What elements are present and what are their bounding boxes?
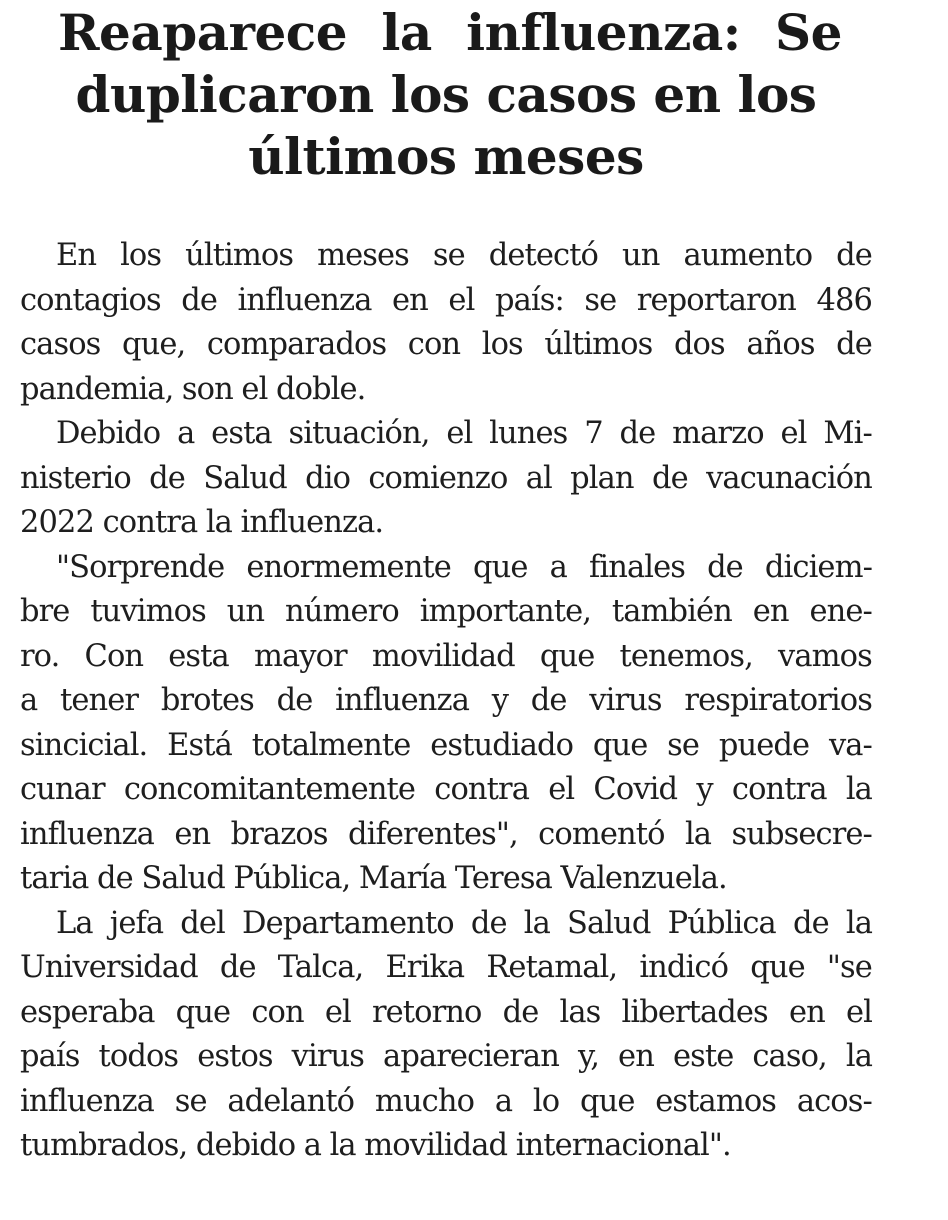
word: pandemia, (20, 371, 174, 407)
word: Teresa (454, 861, 552, 896)
word: Está (167, 727, 232, 763)
word: el (446, 416, 473, 451)
word: situación, (288, 416, 430, 451)
word: también (611, 594, 732, 629)
word: Valenzuela. (560, 861, 727, 896)
word: subsecre- (731, 816, 872, 852)
word: país (20, 1039, 80, 1074)
text-line (20, 323, 872, 368)
word: el (845, 994, 872, 1030)
word: Salud (203, 460, 287, 496)
word: diferentes", (348, 816, 518, 852)
word: la (684, 816, 712, 852)
word: acos- (796, 1083, 872, 1119)
word: de (276, 683, 313, 718)
article-paragraph (20, 902, 872, 1169)
word: Salud (141, 861, 225, 896)
word: aumento (683, 238, 813, 273)
word: tuvimos (90, 594, 206, 629)
word: en (392, 282, 428, 318)
word: que (175, 994, 231, 1030)
article-paragraph (20, 412, 872, 546)
headline-word: la (381, 3, 432, 62)
word: esta (211, 416, 272, 451)
word: esta (168, 638, 229, 674)
word: la (845, 905, 872, 941)
word: se (174, 1083, 207, 1119)
word: contra (731, 772, 827, 807)
word: bre (20, 594, 70, 629)
word: Talca, (277, 950, 364, 985)
text-line (20, 546, 872, 591)
word: influenza (20, 1083, 154, 1119)
word: 2022 (20, 505, 95, 540)
word: detectó (488, 238, 599, 273)
word: de (836, 238, 872, 273)
word: ene- (809, 594, 872, 629)
word: libertades (621, 994, 768, 1030)
word: enormemente (246, 549, 451, 585)
word: que (579, 1083, 635, 1119)
word: influenza. (240, 505, 384, 540)
word: se (432, 238, 465, 273)
word: dio (305, 460, 351, 496)
headline-word: influenza: (466, 3, 741, 62)
text-line (20, 946, 872, 991)
text-line (20, 857, 872, 902)
article-paragraph (20, 234, 872, 412)
word: tumbrados, (20, 1128, 188, 1163)
word: a (303, 1128, 322, 1163)
word: casos (20, 327, 101, 362)
word: vacunación (706, 460, 872, 496)
word: influenza (20, 816, 154, 852)
word: retorno (371, 994, 482, 1030)
word: de (219, 950, 256, 985)
word: caso, (752, 1039, 827, 1074)
word: que (750, 950, 805, 985)
text-line (20, 724, 872, 769)
text-line (20, 1080, 872, 1125)
word: estos (197, 1039, 273, 1074)
word: 7 (584, 416, 603, 451)
text-line (20, 1124, 872, 1169)
word: Universidad (20, 950, 198, 985)
text-line (20, 457, 872, 502)
word: debido (195, 1128, 296, 1163)
text-line (20, 768, 872, 813)
word: de (149, 460, 185, 496)
word: años (746, 327, 815, 362)
word: virus (291, 1039, 365, 1074)
word: movilidad (371, 638, 515, 674)
word: Departamento (242, 905, 454, 941)
word: lunes (489, 416, 568, 451)
word: estudiado (430, 727, 574, 763)
text-line (20, 368, 872, 413)
word: el (324, 994, 351, 1030)
word: y, (577, 1039, 600, 1074)
word: de (97, 861, 133, 896)
word: del (180, 905, 225, 941)
word: y (696, 772, 713, 807)
text-line (20, 991, 872, 1036)
word: de (652, 460, 688, 496)
word: la (205, 505, 232, 540)
word: "Sorprende (56, 549, 225, 585)
text-line (20, 635, 872, 680)
word: mayor (253, 638, 347, 674)
text-line (20, 412, 872, 457)
headline-word: Reaparece (58, 3, 348, 62)
word: María (358, 861, 447, 896)
text-line (20, 234, 872, 279)
word: se (667, 727, 700, 763)
word: importante, (419, 594, 592, 629)
word: últimos (185, 238, 294, 273)
word: son (181, 371, 233, 407)
word: de (181, 282, 218, 318)
word: Con (84, 638, 144, 674)
word: jefa (109, 905, 164, 941)
word: indicó (639, 950, 729, 985)
word: meses (317, 238, 409, 273)
word: brazos (230, 816, 328, 852)
headline-line (20, 2, 872, 64)
word: de (502, 994, 539, 1030)
headline-line: últimos meses (248, 127, 644, 186)
word: dos (673, 327, 725, 362)
word: La (56, 905, 93, 941)
word: con (251, 994, 304, 1030)
word: que (592, 727, 648, 763)
word: Mi- (823, 416, 872, 451)
word: de (707, 549, 743, 585)
word: va- (828, 727, 872, 763)
word: en (618, 1039, 654, 1074)
word: y (491, 683, 509, 718)
word: esperaba (20, 994, 155, 1030)
word: internacional". (515, 1128, 731, 1163)
word: comienzo (368, 460, 508, 496)
word: de (470, 905, 507, 941)
word: comentó (538, 816, 665, 852)
article-body (20, 234, 872, 1169)
text-line (20, 813, 872, 858)
word: Pública (667, 905, 776, 941)
text-line (20, 902, 872, 947)
word: a (549, 549, 567, 585)
word: contra (434, 772, 529, 807)
word: con (407, 327, 461, 362)
word: un (621, 238, 660, 273)
word: que, (121, 327, 186, 362)
word: Salud (567, 905, 651, 941)
word: a (20, 683, 38, 718)
word: a (177, 416, 195, 451)
word: el (780, 416, 807, 451)
word: "se (826, 950, 872, 985)
word: contagios (20, 282, 161, 318)
word: últimos (544, 327, 653, 362)
word: que (539, 638, 595, 674)
word: influenza (237, 282, 372, 318)
word: nisterio (20, 460, 131, 496)
word: de (836, 327, 872, 362)
word: tener (60, 683, 139, 718)
word: a (494, 1083, 513, 1119)
word: número (285, 594, 399, 629)
word: la (845, 1039, 872, 1074)
word: plan (570, 460, 634, 496)
word: diciem- (764, 549, 872, 585)
word: puede (718, 727, 810, 763)
word: totalmente (251, 727, 411, 763)
word: cunar (20, 772, 105, 807)
word: reportaron (636, 282, 796, 318)
word: ro. (20, 638, 60, 674)
word: la (845, 772, 872, 807)
article-paragraph (20, 546, 872, 902)
word: taria (20, 861, 89, 896)
word: respiratorios (684, 683, 872, 718)
word: contra (102, 505, 198, 540)
word: en (752, 594, 789, 629)
word: los (481, 327, 523, 362)
headline-line: duplicaron los casos en los (75, 65, 817, 124)
word: brotes (160, 683, 254, 718)
word: En (56, 238, 97, 273)
word: aparecieran (383, 1039, 559, 1074)
text-line (20, 1035, 872, 1080)
word: las (559, 994, 601, 1030)
word: sincicial. (20, 727, 148, 763)
word: Covid (593, 772, 678, 807)
word: país: (494, 282, 564, 318)
text-line (20, 279, 872, 324)
word: que (473, 549, 528, 585)
word: el (448, 282, 475, 318)
word: concomitantemente (123, 772, 416, 807)
word: marzo (672, 416, 764, 451)
word: 486 (816, 282, 872, 318)
word: Debido (56, 416, 161, 451)
headline-word: Se (775, 3, 842, 62)
word: finales (588, 549, 685, 585)
word: este (672, 1039, 734, 1074)
word: el (548, 772, 575, 807)
article-headline (20, 2, 872, 188)
word: influenza (335, 683, 470, 718)
word: estamos (655, 1083, 777, 1119)
word: Retamal, (486, 950, 618, 985)
word: movilidad (364, 1128, 508, 1163)
word: vamos (778, 638, 872, 674)
word: de (619, 416, 656, 451)
word: el (241, 371, 268, 407)
word: un (226, 594, 265, 629)
text-line (20, 501, 872, 546)
word: en (174, 816, 211, 852)
word: doble. (275, 371, 366, 407)
word: virus (589, 683, 662, 718)
word: la (523, 905, 550, 941)
word: lo (532, 1083, 560, 1119)
word: adelantó (227, 1083, 355, 1119)
word: todos (98, 1039, 179, 1074)
word: en (788, 994, 825, 1030)
word: al (525, 460, 552, 496)
word: Erika (385, 950, 465, 985)
word: los (120, 238, 162, 273)
word: la (329, 1128, 356, 1163)
word: tenemos, (619, 638, 753, 674)
word: mucho (374, 1083, 475, 1119)
word: de (530, 683, 567, 718)
text-line (20, 590, 872, 635)
word: Pública, (233, 861, 351, 896)
word: se (584, 282, 617, 318)
word: comparados (206, 327, 387, 362)
word: de (792, 905, 829, 941)
text-line (20, 679, 872, 724)
